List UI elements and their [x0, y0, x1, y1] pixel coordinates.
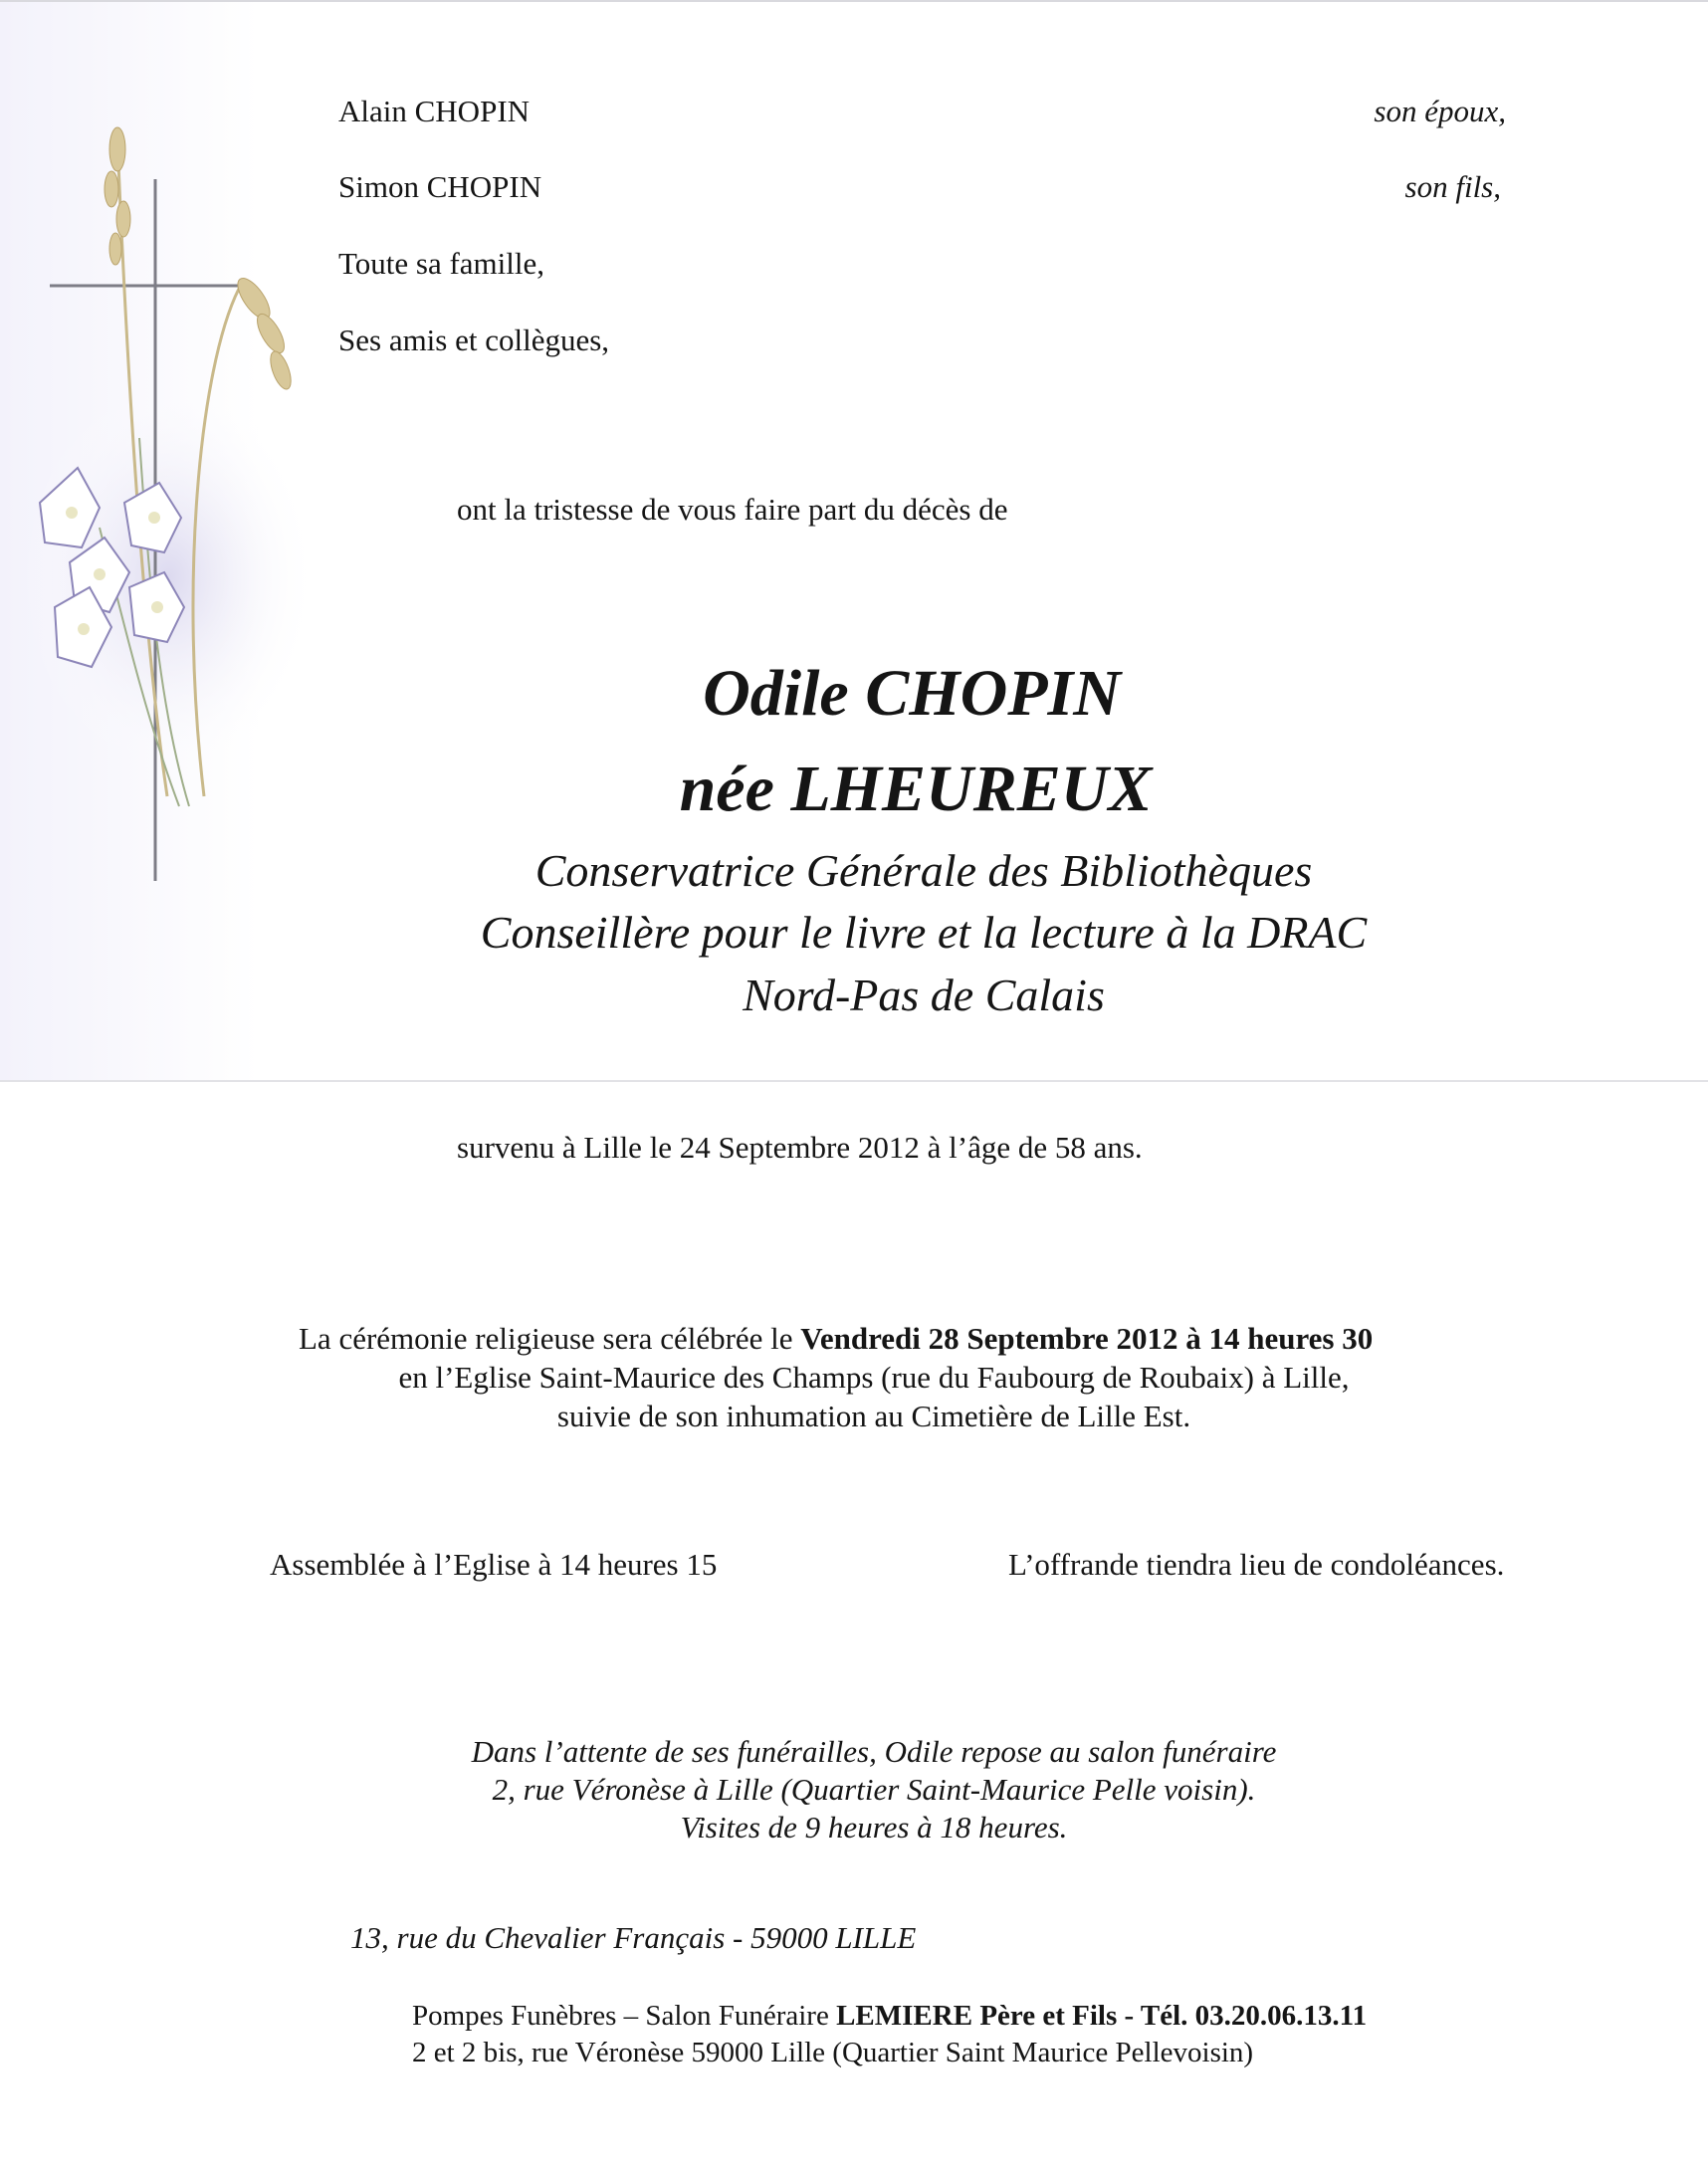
funeral-home-line	[412, 1996, 1367, 2036]
offering-note: L’offrande tiendra lieu de condoléances.	[1008, 1547, 1505, 1582]
visit-line-2: 2, rue Véronèse à Lille (Quartier Saint-Maurice Pelle voisin).	[492, 1772, 1256, 1807]
deceased-title: Conservatrice Générale des Bibliothèques	[534, 845, 1313, 896]
family-member-relation: son époux,	[1374, 94, 1506, 128]
assembly-time: Assemblée à l’Eglise à 14 heures 15	[270, 1547, 718, 1582]
ceremony-line-1	[299, 1319, 1373, 1359]
funeral-home-address: 2 et 2 bis, rue Véronèse 59000 Lille (Quartier Saint Maurice Pellevoisin)	[412, 2037, 1254, 2068]
address-line: 13, rue du Chevalier Français - 59000 LILLE	[350, 1920, 917, 1955]
deceased-name: Odile CHOPIN	[703, 657, 1121, 730]
visit-line-1: Dans l’attente de ses funérailles, Odile repose au salon funéraire	[471, 1734, 1277, 1769]
death-date-line: survenu à Lille le 24 Septembre 2012 à l’âge de 58 ans.	[457, 1130, 1143, 1165]
ceremony-line-2: en l’Eglise Saint-Maurice des Champs (rue du Faubourg de Roubaix) à Lille,	[398, 1360, 1350, 1395]
deceased-title: Conseillère pour le livre et la lecture à la DRAC	[480, 907, 1368, 958]
funeral-home-company: LEMIERE Père et Fils - Tél. 03.20.06.13.11	[836, 2000, 1368, 2032]
visit-line-3: Visites de 9 heures à 18 heures.	[680, 1810, 1068, 1844]
funeral-home-prefix: Pompes Funèbres – Salon Funéraire	[412, 2000, 837, 2032]
family-member-name: Simon CHOPIN	[338, 169, 542, 204]
ceremony-date-time: Vendredi 28 Septembre 2012 à 14 heures 30	[800, 1321, 1374, 1356]
family-member-name: Ses amis et collègues,	[338, 323, 610, 357]
family-member-name: Toute sa famille,	[338, 246, 545, 281]
family-member-name: Alain CHOPIN	[338, 94, 531, 128]
announcement-text: ont la tristesse de vous faire part du décès de	[457, 492, 1008, 527]
ceremony-prefix: La cérémonie religieuse sera célébrée le	[299, 1321, 801, 1356]
deceased-maiden-name: née LHEUREUX	[679, 753, 1153, 825]
deceased-title: Nord-Pas de Calais	[743, 970, 1105, 1020]
family-member-relation: son fils,	[1404, 169, 1501, 204]
fold-line	[0, 1080, 1708, 1082]
ceremony-line-3: suivie de son inhumation au Cimetière de Lille Est.	[556, 1399, 1191, 1433]
